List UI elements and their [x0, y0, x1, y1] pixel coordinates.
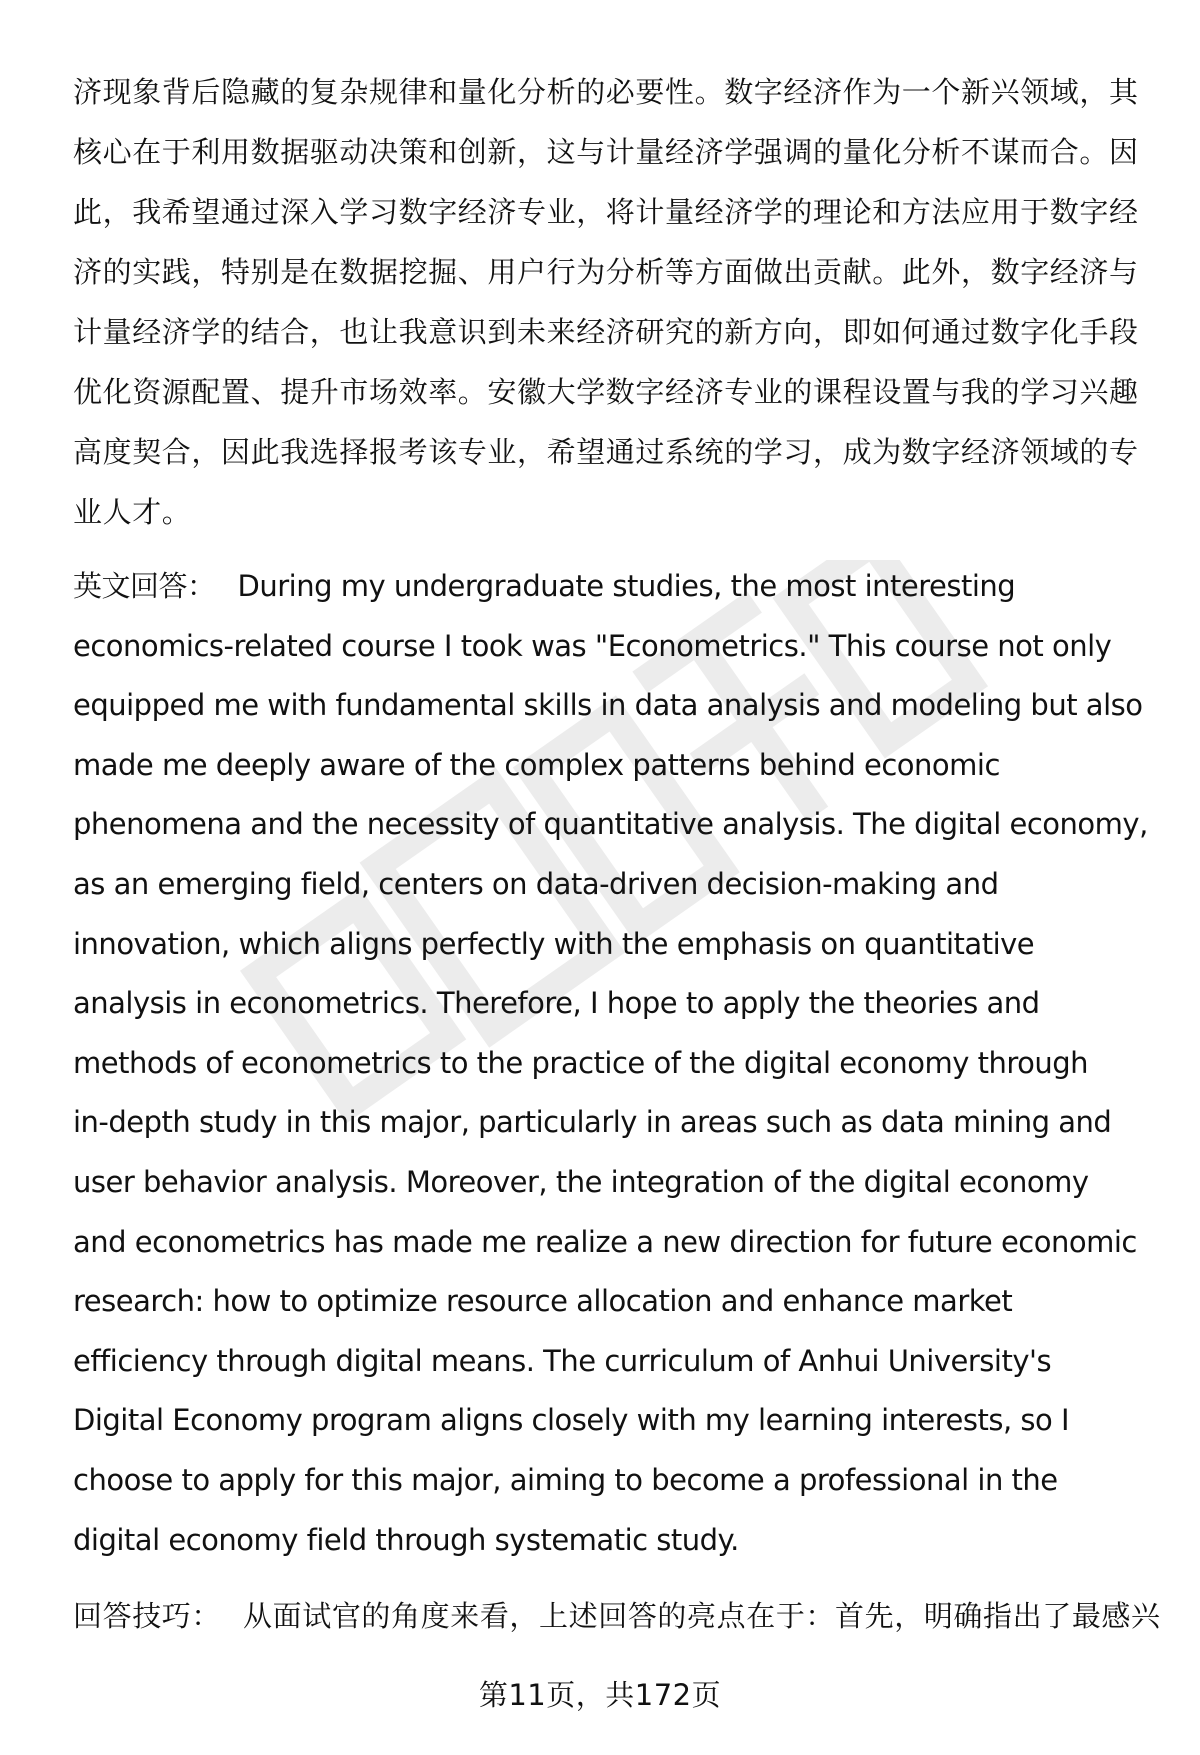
text-line: analysis in econometrics. Therefore, I hope to apply the theories and	[73, 986, 1040, 1021]
document-body	[73, 62, 1161, 1646]
text-line	[73, 557, 1153, 617]
text-line: equipped me with fundamental skills in data analysis and modeling but also	[73, 688, 1143, 723]
text-line: innovation, which aligns perfectly with the emphasis on quantitative	[73, 926, 1035, 961]
text-line: user behavior analysis. Moreover, the integration of the digital economy	[73, 1164, 1089, 1199]
text-line: 计量经济学的结合，也让我意识到未来经济研究的新方向，即如何通过数字化手段	[73, 315, 1139, 349]
tips-paragraph	[73, 1586, 1161, 1646]
text-line: choose to apply for this major, aiming to become a professional in the	[73, 1462, 1058, 1497]
text-line: 济现象背后隐藏的复杂规律和量化分析的必要性。数字经济作为一个新兴领域，其	[73, 75, 1139, 109]
text-line: research: how to optimize resource allocation and enhance market	[73, 1284, 1013, 1319]
tips-label: 回答技巧：	[73, 1599, 222, 1634]
page-number-footer: 第11页，共172页	[478, 1678, 722, 1712]
text-line	[73, 1586, 1161, 1646]
text-line: 高度契合，因此我选择报考该专业，希望通过系统的学习，成为数字经济领域的专	[73, 435, 1139, 469]
text-line: and econometrics has made me realize a new direction for future economic	[73, 1224, 1137, 1259]
text-line: 济的实践，特别是在数据挖掘、用户行为分析等方面做出贡献。此外，数字经济与	[73, 255, 1139, 289]
text-line: economics-related course I took was "Econometrics." This course not only	[73, 628, 1112, 663]
tips-text: 从面试官的角度来看，上述回答的亮点在于：首先，明确指出了最感兴	[243, 1599, 1161, 1634]
cn-answer-paragraph	[73, 62, 1153, 542]
text-line: made me deeply aware of the complex patterns behind economic	[73, 747, 1000, 782]
text-line: 核心在于利用数据驱动决策和创新，这与计量经济学强调的量化分析不谋而合。因	[73, 135, 1139, 169]
text-line: 优化资源配置、提升市场效率。安徽大学数字经济专业的课程设置与我的学习兴趣	[73, 375, 1139, 409]
text-segment: During my undergraduate studies, the most interesting	[237, 569, 1016, 603]
text-line: in-depth study in this major, particularly in areas such as data mining and	[73, 1105, 1112, 1140]
text-line: 此，我希望通过深入学习数字经济专业，将计量经济学的理论和方法应用于数字经	[73, 195, 1139, 229]
text-line: phenomena and the necessity of quantitative analysis. The digital economy,	[73, 807, 1148, 842]
en-answer-label: 英文回答：	[73, 569, 216, 603]
text-line: 业人才。	[73, 495, 192, 529]
text-line: as an emerging field, centers on data-driven decision-making and	[73, 866, 999, 901]
text-line: efficiency through digital means. The curriculum of Anhui University's	[73, 1343, 1052, 1378]
text-line: digital economy field through systematic study.	[73, 1522, 739, 1557]
en-answer-paragraph	[73, 557, 1153, 1570]
text-line: Digital Economy program aligns closely with my learning interests, so I	[73, 1403, 1069, 1438]
text-line: methods of econometrics to the practice of the digital economy through	[73, 1045, 1089, 1080]
